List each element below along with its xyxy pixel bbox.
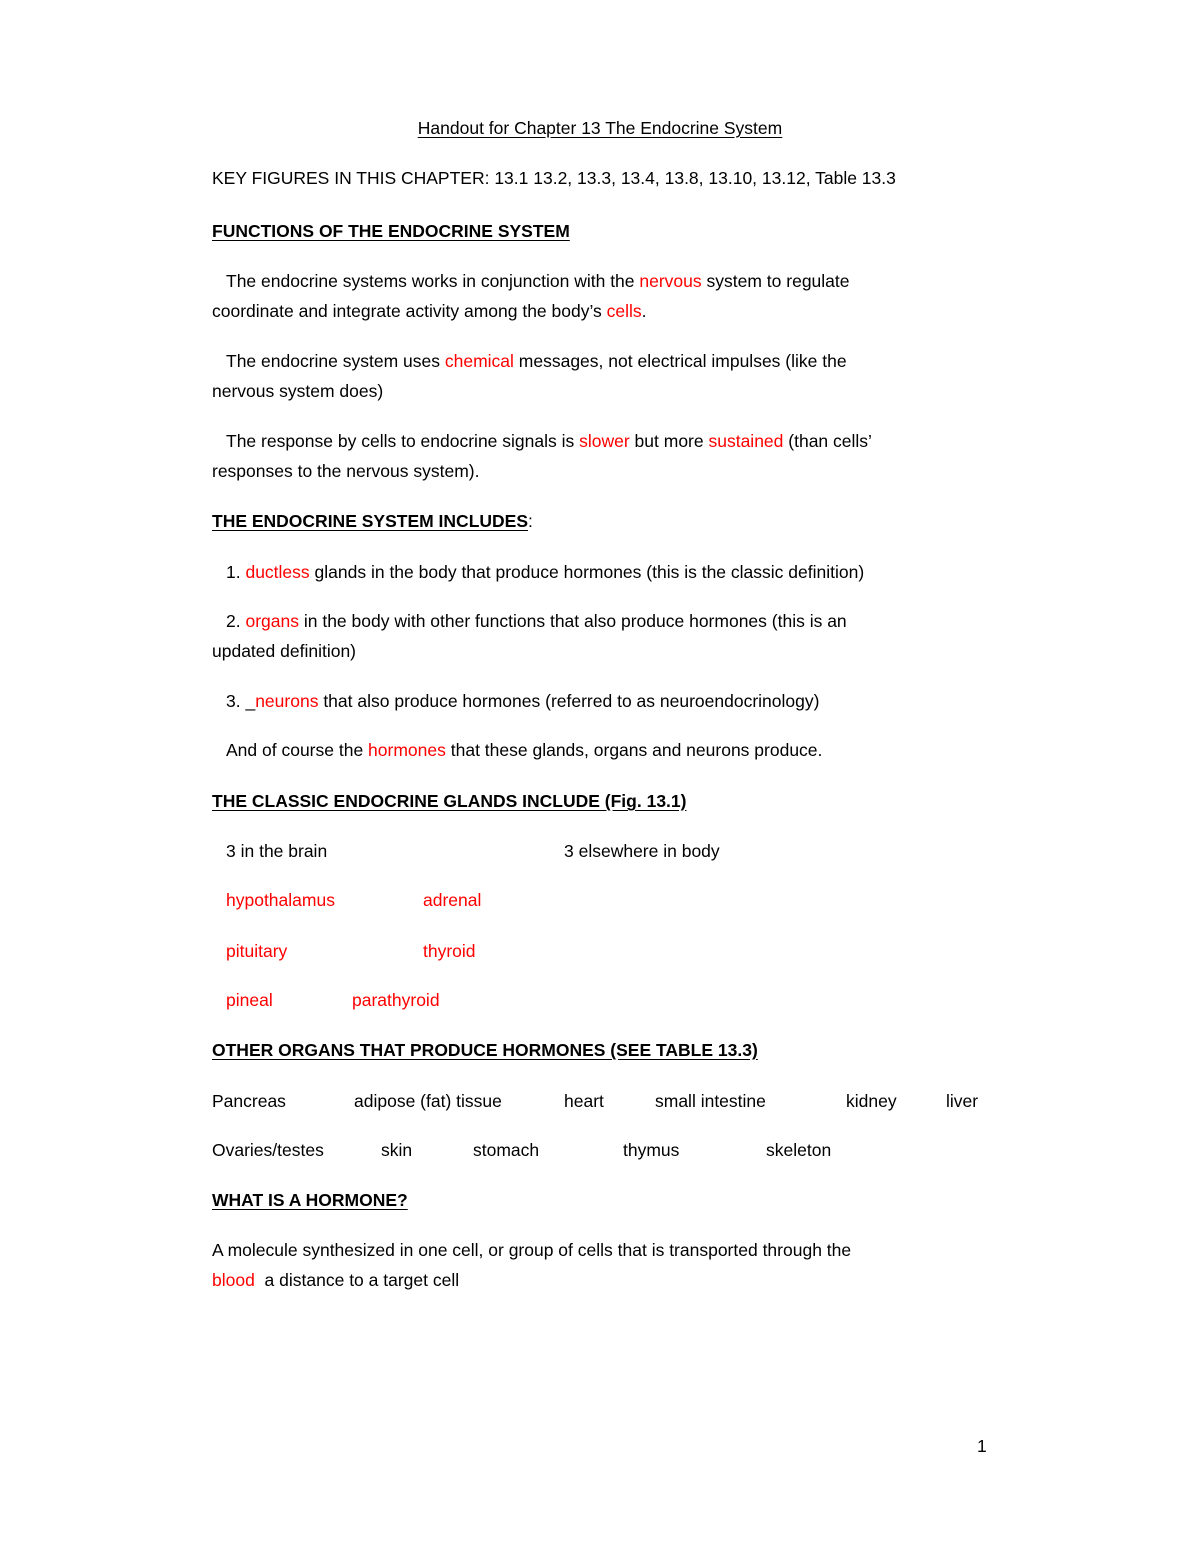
text: a distance to a target cell bbox=[254, 1270, 460, 1290]
text: glands in the body that produce hormones (this is the classic definition) bbox=[309, 562, 865, 582]
organ-stomach: stomach bbox=[473, 1140, 540, 1160]
functions-heading: FUNCTIONS OF THE ENDOCRINE SYSTEM bbox=[212, 221, 570, 241]
organ-liver: liver bbox=[946, 1091, 979, 1111]
answer-organs: organs bbox=[245, 611, 299, 631]
brain-label: 3 in the brain bbox=[226, 841, 328, 861]
answer-hormones: hormones bbox=[368, 740, 446, 760]
answer-cells: cells bbox=[606, 301, 642, 321]
colon: : bbox=[528, 511, 533, 531]
functions-paragraph-3-line-2: responses to the nervous system). bbox=[212, 461, 480, 481]
gland-hypothalamus: hypothalamus bbox=[226, 890, 335, 910]
answer-slower: slower bbox=[579, 431, 630, 451]
body-label: 3 elsewhere in body bbox=[564, 841, 720, 861]
other-organs-heading: OTHER ORGANS THAT PRODUCE HORMONES (SEE TABLE 13.3) bbox=[212, 1040, 758, 1060]
includes-heading bbox=[212, 510, 533, 532]
text: but more bbox=[629, 431, 709, 451]
text: coordinate and integrate activity among the body’s bbox=[212, 301, 607, 321]
organ-skeleton: skeleton bbox=[766, 1140, 832, 1160]
text: . bbox=[641, 301, 647, 321]
functions-paragraph-2-line-2: nervous system does) bbox=[212, 381, 384, 401]
includes-item-1 bbox=[226, 561, 864, 583]
organ-heart: heart bbox=[564, 1091, 604, 1111]
item-number: 3. _ bbox=[226, 691, 256, 711]
hormone-definition-line-2 bbox=[212, 1269, 459, 1291]
functions-paragraph-1-line-2 bbox=[212, 300, 647, 322]
hormone-heading: WHAT IS A HORMONE? bbox=[212, 1190, 408, 1210]
page-title: Handout for Chapter 13 The Endocrine System bbox=[417, 118, 783, 138]
functions-paragraph-1 bbox=[226, 270, 850, 292]
text: The endocrine system uses bbox=[226, 351, 445, 371]
answer-nervous: nervous bbox=[639, 271, 702, 291]
key-figures: KEY FIGURES IN THIS CHAPTER: 13.1 13.2, 13.3, 13.4, 13.8, 13.10, 13.12, Table 13.3 bbox=[212, 168, 896, 188]
functions-paragraph-2 bbox=[226, 350, 847, 372]
text: system to regulate bbox=[701, 271, 850, 291]
includes-item-2 bbox=[226, 610, 847, 632]
hormone-definition: A molecule synthesized in one cell, or group of cells that is transported through the bbox=[212, 1240, 852, 1260]
answer-blood: blood bbox=[212, 1270, 255, 1290]
text: in the body with other functions that also produce hormones (this is an bbox=[298, 611, 847, 631]
organ-adipose: adipose (fat) tissue bbox=[354, 1091, 502, 1111]
item-number: 1. bbox=[226, 562, 246, 582]
gland-pineal: pineal bbox=[226, 990, 273, 1010]
classic-heading: THE CLASSIC ENDOCRINE GLANDS INCLUDE (Fig. 13.1) bbox=[212, 791, 687, 811]
gland-thyroid: thyroid bbox=[423, 941, 476, 961]
answer-chemical: chemical bbox=[444, 351, 514, 371]
text: that these glands, organs and neurons produce. bbox=[445, 740, 823, 760]
text: And of course the bbox=[226, 740, 369, 760]
answer-neurons: neurons bbox=[255, 691, 319, 711]
includes-item-2-line-2: updated definition) bbox=[212, 641, 356, 661]
item-number: 2. bbox=[226, 611, 246, 631]
text: messages, not electrical impulses (like the bbox=[513, 351, 847, 371]
gland-pituitary: pituitary bbox=[226, 941, 288, 961]
text: (than cells’ bbox=[783, 431, 872, 451]
answer-ductless: ductless bbox=[245, 562, 310, 582]
organ-ovaries-testes: Ovaries/testes bbox=[212, 1140, 324, 1160]
answer-sustained: sustained bbox=[708, 431, 784, 451]
text: The response by cells to endocrine signals is bbox=[226, 431, 580, 451]
text: The endocrine systems works in conjunction with the bbox=[226, 271, 640, 291]
gland-adrenal: adrenal bbox=[423, 890, 482, 910]
organ-skin: skin bbox=[381, 1140, 413, 1160]
organ-pancreas: Pancreas bbox=[212, 1091, 286, 1111]
gland-parathyroid: parathyroid bbox=[352, 990, 440, 1010]
organ-thymus: thymus bbox=[623, 1140, 680, 1160]
organ-small-intestine: small intestine bbox=[655, 1091, 766, 1111]
organ-kidney: kidney bbox=[846, 1091, 897, 1111]
includes-item-3 bbox=[226, 690, 819, 712]
functions-paragraph-3 bbox=[226, 430, 872, 452]
text: that also produce hormones (referred to as neuroendocrinology) bbox=[318, 691, 820, 711]
includes-heading-text: THE ENDOCRINE SYSTEM INCLUDES bbox=[212, 511, 528, 531]
includes-closing bbox=[226, 739, 822, 761]
page-number: 1 bbox=[977, 1436, 987, 1456]
